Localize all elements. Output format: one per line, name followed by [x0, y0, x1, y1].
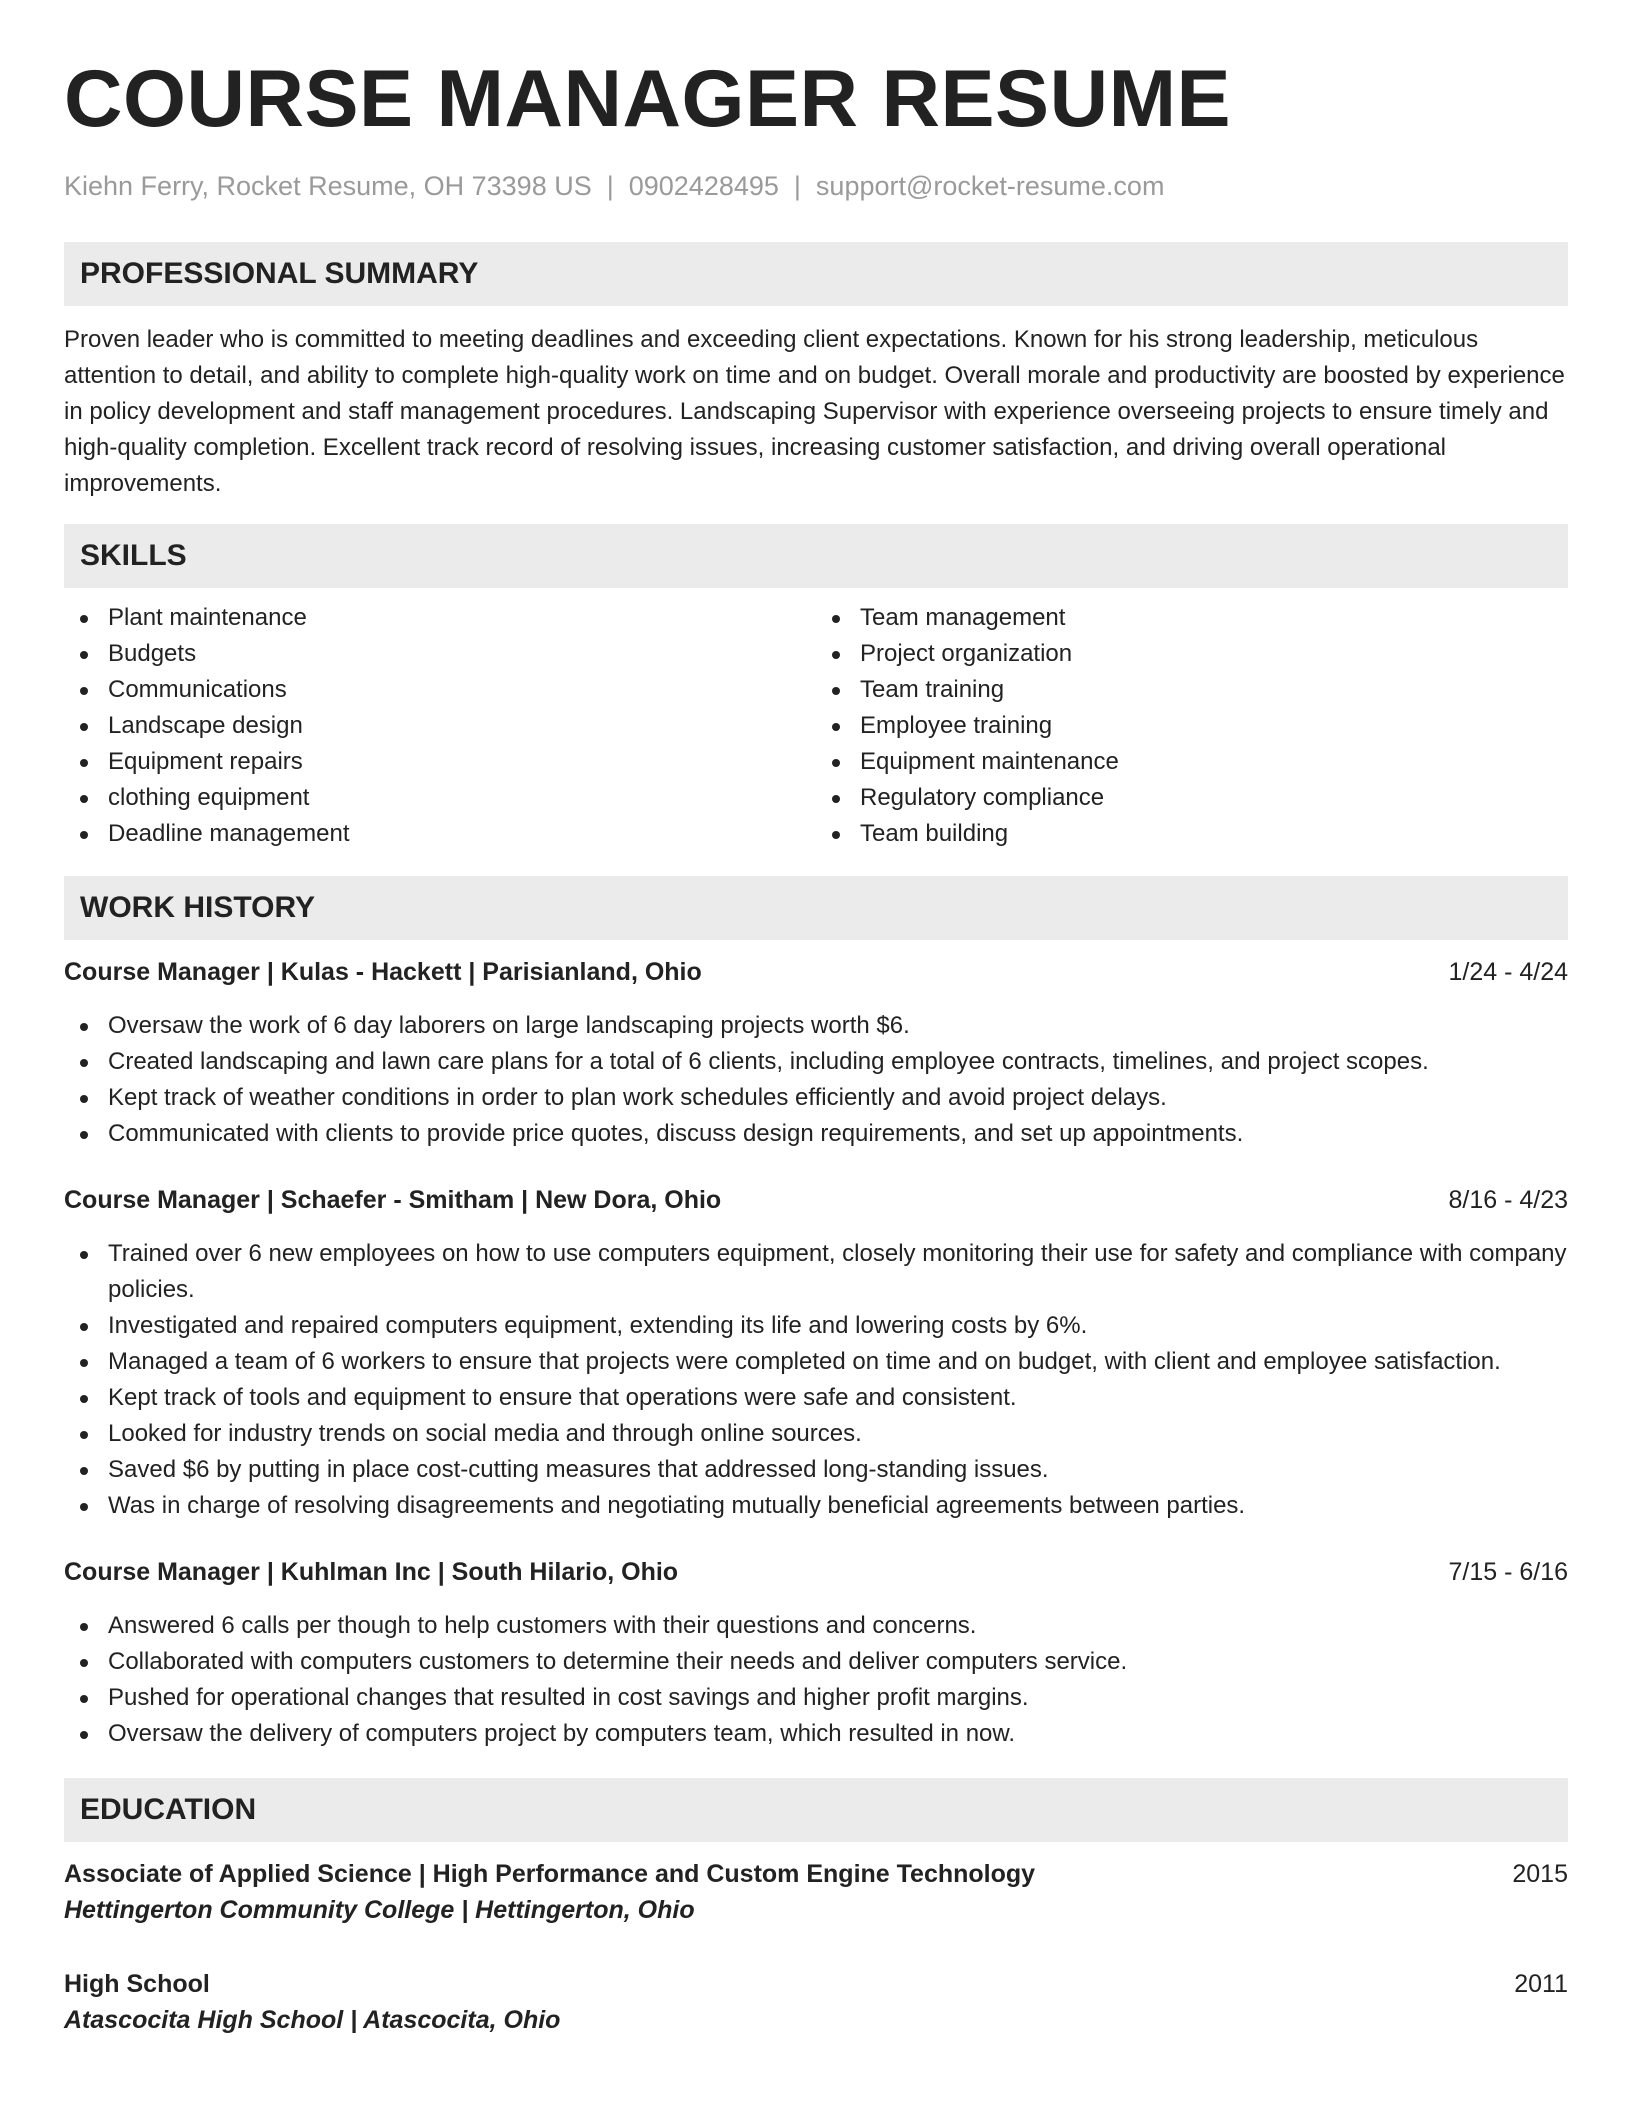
skill-item: Equipment repairs: [64, 744, 816, 780]
contact-email: support@rocket-resume.com: [815, 171, 1165, 201]
skill-item: Team building: [816, 816, 1568, 852]
job-entry: [64, 954, 1568, 1152]
skills-list-left: [64, 600, 816, 852]
skill-item: Equipment maintenance: [816, 744, 1568, 780]
job-header: [64, 1554, 1568, 1590]
summary-text: Proven leader who is committed to meeting deadlines and exceeding client expectations. Known for his strong leadership, meticulous attention to detail, and ability to complete high-quality work on time and on budget. Overall morale and productivity are boosted by experience in policy development and staff management procedures. Landscaping Supervisor with experience overseeing projects to ensure timely and high-quality completion. Excellent track record of resolving issues, increasing customer satisfaction, and driving overall operational improvements.: [64, 326, 1565, 497]
contact-address: Kiehn Ferry, Rocket Resume, OH 73398 US: [64, 171, 592, 201]
contact-phone: 0902428495: [628, 171, 779, 201]
job-title: Course Manager | Kuhlman Inc | South Hilario, Ohio: [64, 1558, 679, 1586]
education-year: 2011: [1514, 1970, 1568, 1998]
skill-item: Project organization: [816, 636, 1568, 672]
education-entry: [64, 1856, 1568, 1928]
skill-item: Plant maintenance: [64, 600, 816, 636]
job-header: [64, 954, 1568, 990]
job-bullets: [64, 1008, 1568, 1152]
job-header: [64, 1182, 1568, 1218]
skill-item: Team management: [816, 600, 1568, 636]
job-entry: [64, 1182, 1568, 1524]
education-degree: High School: [64, 1970, 210, 1998]
job-entry: [64, 1554, 1568, 1752]
job-bullet: Oversaw the work of 6 day laborers on large landscaping projects worth $6.: [64, 1008, 1568, 1044]
job-bullet: Kept track of tools and equipment to ensure that operations were safe and consistent.: [64, 1380, 1568, 1416]
skill-item: Deadline management: [64, 816, 816, 852]
job-bullet: Oversaw the delivery of computers project by computers team, which resulted in now.: [64, 1716, 1568, 1752]
job-bullet: Answered 6 calls per though to help customers with their questions and concerns.: [64, 1608, 1568, 1644]
job-bullets: [64, 1608, 1568, 1752]
job-dates: 7/15 - 6/16: [1448, 1558, 1568, 1586]
job-bullet: Pushed for operational changes that resulted in cost savings and higher profit margins.: [64, 1680, 1568, 1716]
job-dates: 1/24 - 4/24: [1448, 958, 1568, 986]
job-bullet: Investigated and repaired computers equipment, extending its life and lowering costs by 6%.: [64, 1308, 1568, 1344]
skill-item: Team training: [816, 672, 1568, 708]
job-bullet: Communicated with clients to provide price quotes, discuss design requirements, and set up appointments.: [64, 1116, 1568, 1152]
skills-list-right: [816, 600, 1568, 852]
education-school: Hettingerton Community College | Hettingerton, Ohio: [64, 1896, 695, 1924]
education-degree: Associate of Applied Science | High Performance and Custom Engine Technology: [64, 1860, 1036, 1888]
education-school: Atascocita High School | Atascocita, Ohio: [64, 2006, 561, 2034]
education-entry: [64, 1966, 1568, 2038]
job-title: Course Manager | Schaefer - Smitham | New Dora, Ohio: [64, 1186, 722, 1214]
job-bullet: Trained over 6 new employees on how to use computers equipment, closely monitoring their use for safety and compliance with company policies.: [64, 1236, 1568, 1308]
section-heading-education: EDUCATION: [64, 1778, 1568, 1842]
job-bullet: Kept track of weather conditions in order to plan work schedules efficiently and avoid project delays.: [64, 1080, 1568, 1116]
skill-item: clothing equipment: [64, 780, 816, 816]
job-title: Course Manager | Kulas - Hackett | Parisianland, Ohio: [64, 958, 702, 986]
skill-item: Employee training: [816, 708, 1568, 744]
education-header: [64, 1966, 1568, 2002]
contact-separator: |: [793, 171, 801, 201]
skills-columns: [64, 600, 1568, 852]
job-bullet: Saved $6 by putting in place cost-cutting measures that addressed long-standing issues.: [64, 1452, 1568, 1488]
job-bullet: Managed a team of 6 workers to ensure that projects were completed on time and on budget, with client and employee satisfaction.: [64, 1344, 1568, 1380]
skill-item: Communications: [64, 672, 816, 708]
job-bullet: Collaborated with computers customers to determine their needs and deliver computers service.: [64, 1644, 1568, 1680]
education-year: 2015: [1512, 1860, 1568, 1888]
job-bullets: [64, 1236, 1568, 1524]
job-dates: 8/16 - 4/23: [1448, 1186, 1568, 1214]
section-heading-summary: PROFESSIONAL SUMMARY: [64, 242, 1568, 306]
skill-item: Regulatory compliance: [816, 780, 1568, 816]
education-header: [64, 1856, 1568, 1892]
job-bullet: Looked for industry trends on social media and through online sources.: [64, 1416, 1568, 1452]
contact-line: [64, 168, 1568, 204]
job-bullet: Created landscaping and lawn care plans for a total of 6 clients, including employee contracts, timelines, and project scopes.: [64, 1044, 1568, 1080]
section-heading-work-history: WORK HISTORY: [64, 876, 1568, 940]
contact-separator: |: [606, 171, 614, 201]
section-heading-skills: SKILLS: [64, 524, 1568, 588]
page-title: COURSE MANAGER RESUME: [64, 54, 1232, 144]
skill-item: Budgets: [64, 636, 816, 672]
skill-item: Landscape design: [64, 708, 816, 744]
job-bullet: Was in charge of resolving disagreements and negotiating mutually beneficial agreements between parties.: [64, 1488, 1568, 1524]
